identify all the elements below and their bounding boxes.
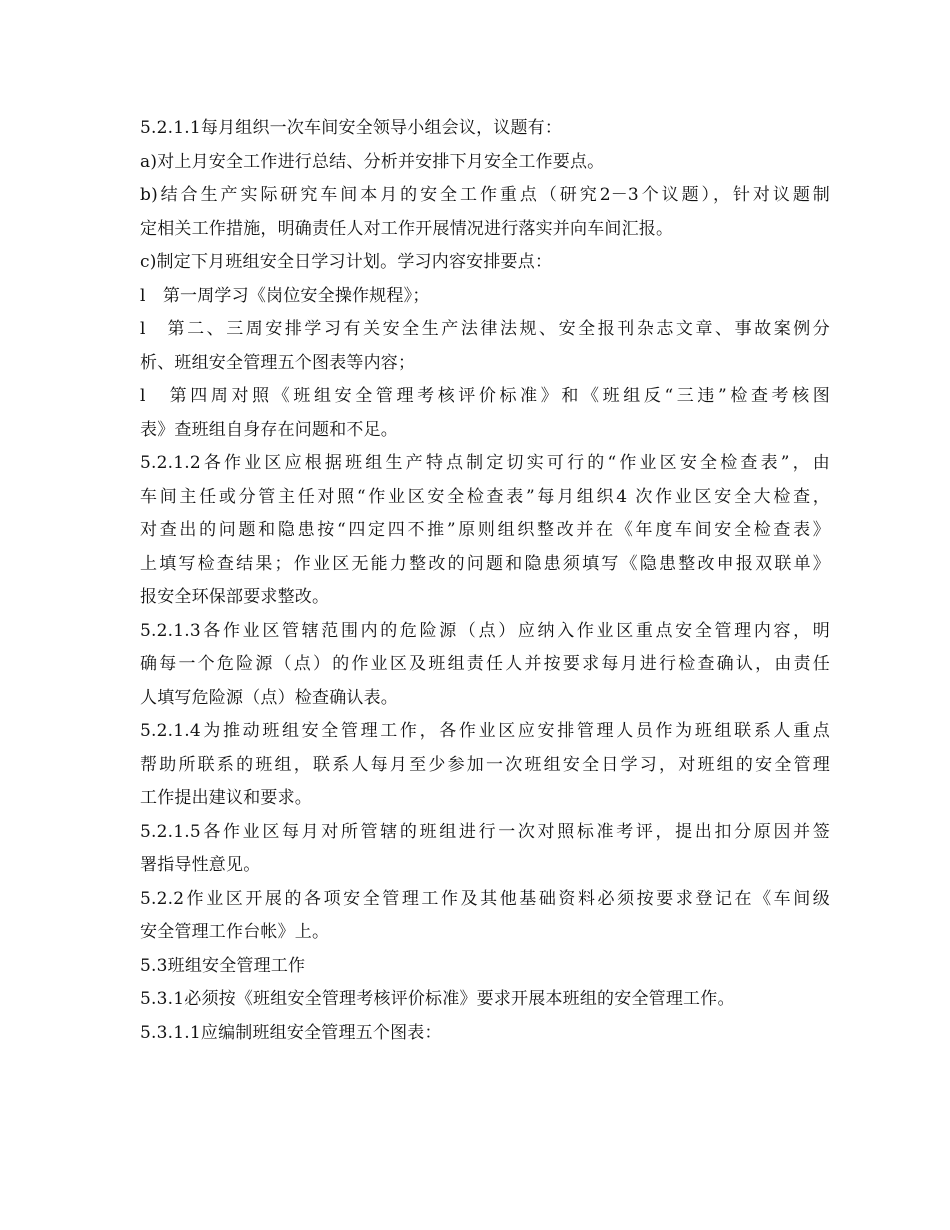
text-line: 5.3.1必须按《班组安全管理考核评价标准》要求开展本班组的安全管理工作。 [140, 989, 735, 1009]
text-line: 上填写检查结果；作业区无能力整改的问题和隐患须填写《隐患整改申报双联单》 [140, 553, 830, 574]
text-line: 确每一个危险源（点）的作业区及班组责任人并按要求每月进行检查确认，由责任 [140, 654, 830, 674]
text-line: 人填写危险源（点）检查确认表。 [140, 687, 398, 708]
text-line: 表》查班组自身存在问题和不足。 [140, 419, 398, 440]
text-line: 署指导性意见。 [140, 855, 261, 875]
text-line: 对查出的问题和隐患按“四定四不推”原则组织整改并在《年度车间安全检查表》 [140, 520, 830, 540]
text-line: a)对上月安全工作进行总结、分析并安排下月安全工作要点。 [140, 151, 605, 172]
text-line: 定相关工作措施，明确责任人对工作开展情况进行落实并向车间汇报。 [140, 218, 674, 239]
text-line: c)制定下月班组安全日学习计划。学习内容安排要点： [140, 252, 553, 272]
text-line: l 第二、三周安排学习有关安全生产法律法规、安全报刊杂志文章、事故案例分 [140, 319, 830, 339]
text-line: 5.2.1.1每月组织一次车间安全领导小组会议，议题有： [140, 118, 563, 138]
text-line: 5.3班组安全管理工作 [140, 955, 306, 976]
text-line: b)结合生产实际研究车间本月的安全工作重点（研究2－3个议题），针对议题制 [140, 185, 830, 205]
text-line: 5.2.2作业区开展的各项安全管理工作及其他基础资料必须按要求登记在《车间级 [140, 888, 830, 909]
text-line: 5.2.1.3各作业区管辖范围内的危险源（点）应纳入作业区重点安全管理内容，明 [140, 620, 830, 641]
text-line: 报安全环保部要求整改。 [140, 587, 330, 607]
text-line: l 第一周学习《岗位安全操作规程》； [140, 285, 430, 306]
text-line: l 第四周对照《班组安全管理考核评价标准》和《班组反“三违”检查考核图 [140, 386, 830, 406]
text-line: 析、班组安全管理五个图表等内容； [140, 352, 416, 373]
text-line: 5.2.1.2各作业区应根据班组生产特点制定切实可行的“作业区安全检查表”，由 [140, 453, 830, 473]
text-line: 工作提出建议和要求。 [140, 788, 312, 808]
text-line: 帮助所联系的班组，联系人每月至少参加一次班组安全日学习，对班组的安全管理 [140, 754, 830, 775]
document-body [140, 112, 830, 1050]
text-line: 5.2.1.4为推动班组安全管理工作，各作业区应安排管理人员作为班组联系人重点 [140, 721, 830, 741]
text-line: 5.2.1.5各作业区每月对所管辖的班组进行一次对照标准考评，提出扣分原因并签 [140, 821, 830, 842]
text-line: 车间主任或分管主任对照“作业区安全检查表”每月组织4 次作业区安全大检查， [140, 486, 830, 507]
text-line: 5.3.1.1应编制班组安全管理五个图表： [140, 1022, 442, 1043]
text-line: 安全管理工作台帐》上。 [140, 922, 330, 942]
